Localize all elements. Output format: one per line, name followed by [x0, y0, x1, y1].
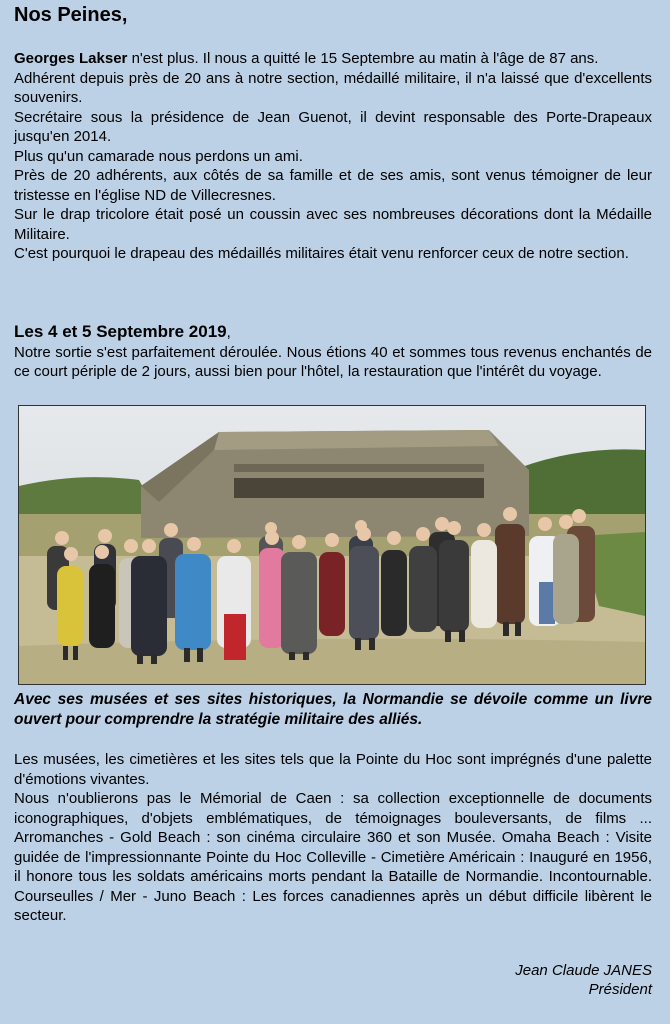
- signature: [515, 961, 652, 999]
- signature-name: Jean Claude JANES: [515, 962, 652, 979]
- obituary-paragraph: C'est pourquoi le drapeau des médaillés militaires était venu renforcer ceux de notre section.: [14, 245, 629, 262]
- signature-role: Président: [588, 981, 652, 998]
- obituary-first-paragraph: Georges Lakser n'est plus. Il nous a quitté le 15 Septembre au matin à l'âge de 87 ans.: [14, 50, 599, 67]
- trip-heading-line: Les 4 et 5 Septembre 2019,: [14, 322, 231, 341]
- trip-paragraph: Les musées, les cimetières et les sites tels que la Pointe du Hoc sont imprégnés d'une palette d'émotions vivantes.: [14, 751, 652, 788]
- obituary-paragraph: Secrétaire sous la présidence de Jean Guenot, il devint responsable des Porte-Drapeaux jusqu'en 2014.: [14, 108, 652, 145]
- trip-details: [14, 750, 652, 926]
- obituary-paragraph: Sur le drap tricolore était posé un coussin avec ses nombreuses décorations dont la Médaille Militaire.: [14, 206, 652, 243]
- page-title: Nos Peines,: [14, 4, 128, 26]
- obituary-paragraph: Près de 20 adhérents, aux côtés de sa famille et de ses amis, sont venus témoigner de leur tristesse en l'église ND de Villecresnes.: [14, 167, 652, 204]
- trip-paragraph: Nous n'oublierons pas le Mémorial de Caen : sa collection exceptionnelle de documents iconographiques, d'objets emblématiques, de témoignages bouleversants, de films ... Arromanches - Gold Beach : son cinéma circulaire 360 et son Musée. Omaha Beach : Visite guidée de l'impressionnante Pointe du Hoc Colleville - Cimetière Américain : Inauguré en 1956, il honore tous les soldats américains morts pendant la Bataille de Normandie. Incontournable. Courseulles / Mer - Juno Beach : Les forces canadiennes après un début difficile libèrent le secteur.: [14, 790, 652, 924]
- group-photo: [18, 405, 646, 685]
- trip-section: [14, 322, 652, 382]
- obituary-paragraph: Adhérent depuis près de 20 ans à notre section, médaillé militaire, il n'a laissé que d'excellents souvenirs.: [14, 69, 652, 106]
- trip-intro: Notre sortie s'est parfaitement déroulée. Nous étions 40 et sommes tous revenus enchantés de ce court périple de 2 jours, aussi bien pour l'hôtel, la restauration que l'intérêt du voyage.: [14, 343, 652, 380]
- obituary-paragraph: Plus qu'un camarade nous perdons un ami.: [14, 147, 303, 165]
- photo-caption: Avec ses musées et ses sites historiques, la Normandie se dévoile comme un livre ouvert pour comprendre la stratégie militaire des alliés.: [14, 691, 652, 728]
- deceased-name: Georges Lakser: [14, 50, 128, 67]
- group-photo-illustration: [19, 406, 645, 684]
- obituary-section: [14, 49, 652, 264]
- trip-heading: Les 4 et 5 Septembre 2019: [14, 322, 227, 341]
